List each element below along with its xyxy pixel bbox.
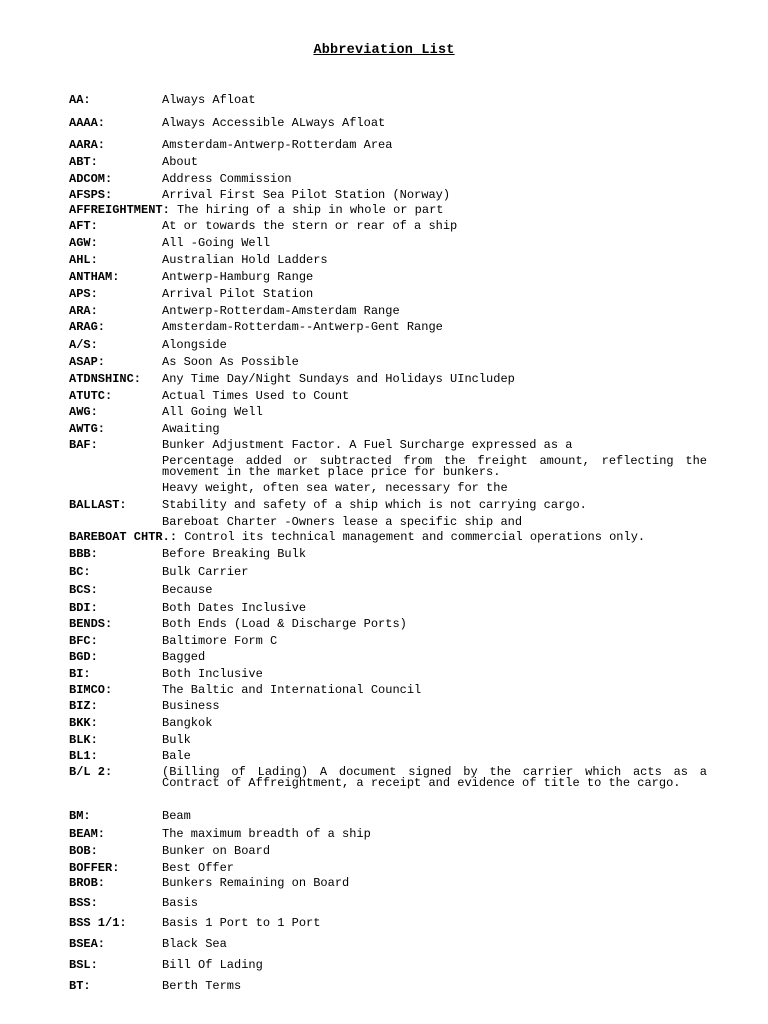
definition: Stability and safety of a ship which is not carrying cargo.: [162, 498, 587, 512]
abbreviation: BOB:: [69, 844, 98, 858]
definition: Heavy weight, often sea water, necessary for the: [162, 481, 508, 495]
list-item: [69, 174, 717, 185]
definition: Bagged: [162, 650, 206, 664]
abbreviation: AWG:: [69, 405, 98, 419]
definition: Amsterdam-Rotterdam--Antwerp-Gent Range: [162, 320, 443, 334]
list-item: [69, 157, 717, 168]
abbreviation: BAREBOAT CHTR.:: [69, 530, 178, 544]
definition: Always Accessible ALways Afloat: [162, 116, 386, 130]
abbreviation: BDI:: [69, 601, 98, 615]
list-item: [69, 289, 717, 300]
abbreviation: B/L 2:: [69, 765, 113, 779]
list-item: [69, 340, 717, 351]
definition: Bunker on Board: [162, 844, 271, 858]
abbreviation: ABT:: [69, 155, 98, 169]
abbreviation: BL1:: [69, 749, 98, 763]
definition: The maximum breadth of a ship: [162, 827, 371, 841]
abbreviation: BSL:: [69, 958, 98, 972]
abbreviation: APS:: [69, 287, 98, 301]
abbreviation: BALLAST:: [69, 498, 127, 512]
list-item: [69, 878, 717, 889]
list-item: [69, 391, 717, 402]
list-item: [69, 811, 717, 822]
abbreviation: BSS 1/1:: [69, 916, 127, 930]
list-item: [69, 685, 717, 696]
list-item: [69, 918, 717, 929]
definition: Both Dates Inclusive: [162, 601, 307, 615]
abbreviation: BIMCO:: [69, 683, 113, 697]
definition: The Baltic and International Council: [162, 683, 422, 697]
abbreviation: AFT:: [69, 219, 98, 233]
definition: As Soon As Possible: [162, 355, 299, 369]
definition: All Going Well: [162, 405, 263, 419]
abbreviation: AWTG:: [69, 422, 106, 436]
abbreviation: BROB:: [69, 876, 106, 890]
list-item: [69, 669, 717, 680]
list-item: [69, 636, 717, 647]
abbreviation: A/S:: [69, 338, 98, 352]
list-item: [69, 374, 717, 385]
definition: Berth Terms: [162, 979, 242, 993]
definition: Bulk: [162, 733, 191, 747]
definition: Control its technical management and commercial operations only.: [177, 530, 646, 544]
definition: Basis: [162, 896, 199, 910]
definition: Business: [162, 699, 220, 713]
abbreviation: BCS:: [69, 583, 98, 597]
definition: Bulk Carrier: [162, 565, 249, 579]
list-item: [69, 829, 717, 840]
abbreviation: ARA:: [69, 304, 98, 318]
list-item: [69, 306, 717, 317]
abbreviation: ASAP:: [69, 355, 106, 369]
definition: Bill Of Lading: [162, 958, 263, 972]
definition: Basis 1 Port to 1 Port: [162, 916, 321, 930]
abbreviation: BSS:: [69, 896, 98, 910]
list-item: [69, 718, 717, 729]
list-item: [69, 701, 717, 712]
abbreviation: BM:: [69, 809, 91, 823]
list-item: [69, 898, 717, 909]
definition: Antwerp-Hamburg Range: [162, 270, 314, 284]
definition: Black Sea: [162, 937, 227, 951]
list-item: [69, 939, 717, 950]
list-item: [69, 255, 717, 266]
document-title: Abbreviation List: [313, 43, 455, 58]
abbreviation: BOFFER:: [69, 861, 120, 875]
definition: Arrival Pilot Station: [162, 287, 314, 301]
definition: Baltimore Form C: [162, 634, 278, 648]
list-item: [69, 407, 717, 418]
abbreviation: AAAA:: [69, 116, 106, 130]
abbreviation: AFSPS:: [69, 188, 113, 202]
list-item: [69, 322, 717, 333]
list-item: [69, 190, 717, 201]
definition: Bale: [162, 749, 191, 763]
abbreviation: AGW:: [69, 236, 98, 250]
definition: Actual Times Used to Count: [162, 389, 350, 403]
list-item: [69, 532, 717, 543]
abbreviation: AA:: [69, 93, 91, 107]
abbreviation: BBB:: [69, 547, 98, 561]
abbreviation: BEAM:: [69, 827, 106, 841]
definition: About: [162, 155, 199, 169]
list-item: [69, 500, 717, 511]
definition: Antwerp-Rotterdam-Amsterdam Range: [162, 304, 400, 318]
definition: Best Offer: [162, 861, 235, 875]
list-item: [69, 549, 717, 560]
list-item: [69, 846, 717, 857]
definition: Awaiting: [162, 422, 220, 436]
list-item: [69, 619, 717, 630]
definition: Bareboat Charter -Owners lease a specific ship and: [162, 515, 523, 529]
definition: Bangkok: [162, 716, 213, 730]
definition: Both Inclusive: [162, 667, 263, 681]
abbreviation: BFC:: [69, 634, 98, 648]
definition: Because: [162, 583, 213, 597]
list-item: [69, 981, 717, 992]
abbreviation: AFFREIGHTMENT:: [69, 203, 170, 217]
list-item: [69, 751, 717, 762]
abbreviation: BENDS:: [69, 617, 113, 631]
abbreviation: AHL:: [69, 253, 98, 267]
definition: Before Breaking Bulk: [162, 547, 307, 561]
definition: Address Commission: [162, 172, 292, 186]
definition: The hiring of a ship in whole or part: [169, 203, 444, 217]
list-item: [69, 517, 717, 528]
abbreviation: ATDNSHINC:: [69, 372, 142, 386]
definition: Bunker Adjustment Factor. A Fuel Surcharge expressed as a: [162, 438, 573, 452]
list-item: [69, 118, 717, 129]
definition: Both Ends (Load & Discharge Ports): [162, 617, 407, 631]
definition: Percentage added or subtracted from the freight amount, reflecting the movement in the market place price for bunkers.: [162, 454, 707, 479]
abbreviation: BIZ:: [69, 699, 98, 713]
abbreviation: BT:: [69, 979, 91, 993]
list-item: [69, 603, 717, 614]
definition: Alongside: [162, 338, 227, 352]
definition: Any Time Day/Night Sundays and Holidays UIncludep: [162, 372, 515, 386]
abbreviation: BAF:: [69, 438, 98, 452]
list-item: [69, 357, 717, 368]
abbreviation: BGD:: [69, 650, 98, 664]
list-item: [69, 652, 717, 663]
abbreviation: ARAG:: [69, 320, 106, 334]
list-item: [69, 456, 717, 478]
list-item: [69, 440, 717, 451]
list-item: [69, 767, 717, 789]
abbreviation: ADCOM:: [69, 172, 113, 186]
list-item: [69, 960, 717, 971]
list-item: [69, 483, 717, 494]
definition: Australian Hold Ladders: [162, 253, 328, 267]
list-item: [69, 221, 717, 232]
definition: (Billing of Lading) A document signed by the carrier which acts as a Contract of Affreightment, a receipt and evidence of title to the cargo.: [162, 765, 707, 790]
abbreviation: BKK:: [69, 716, 98, 730]
abbreviation: BSEA:: [69, 937, 106, 951]
list-item: [69, 585, 717, 596]
abbreviation: ATUTC:: [69, 389, 113, 403]
abbreviation: BI:: [69, 667, 91, 681]
list-item: [69, 238, 717, 249]
abbreviation: BC:: [69, 565, 91, 579]
abbreviation: BLK:: [69, 733, 98, 747]
list-item: [69, 567, 717, 578]
list-item: [69, 140, 717, 151]
abbreviation: ANTHAM:: [69, 270, 120, 284]
list-item: [69, 95, 717, 106]
definition: Always Afloat: [162, 93, 256, 107]
list-item: [69, 205, 717, 216]
definition: Amsterdam-Antwerp-Rotterdam Area: [162, 138, 393, 152]
list-item: [69, 272, 717, 283]
definition: Arrival First Sea Pilot Station (Norway): [162, 188, 451, 202]
list-item: [69, 863, 717, 874]
definition: All -Going Well: [162, 236, 271, 250]
definition: Bunkers Remaining on Board: [162, 876, 350, 890]
abbreviation: AARA:: [69, 138, 106, 152]
list-item: [69, 735, 717, 746]
definition: Beam: [162, 809, 191, 823]
list-item: [69, 424, 717, 435]
definition: At or towards the stern or rear of a ship: [162, 219, 458, 233]
